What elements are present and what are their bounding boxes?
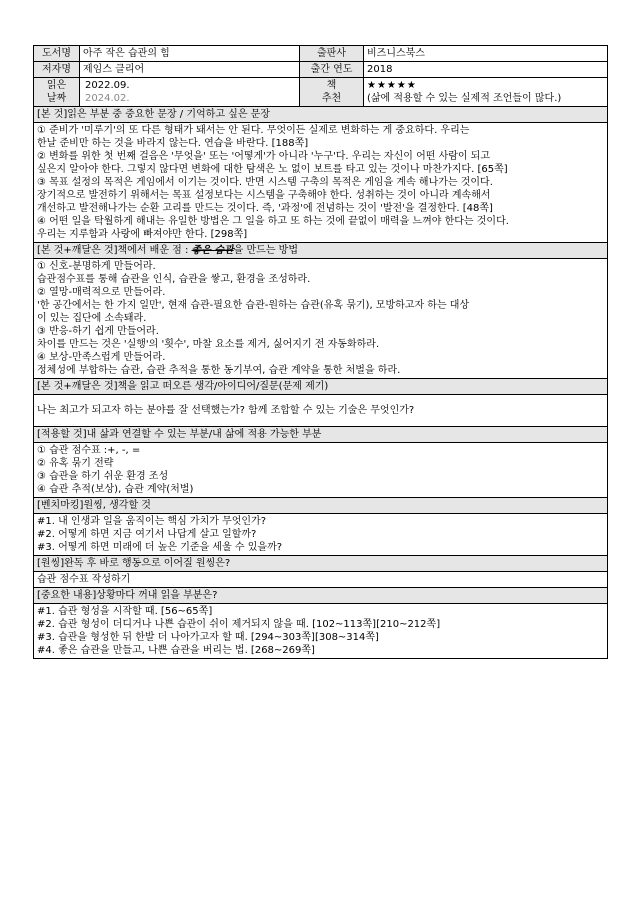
reread-line: #4. 좋은 습관을 만들고, 나쁜 습관을 버리는 법. [268~269쪽] [37, 645, 315, 656]
question-body [34, 395, 608, 427]
reread-body [34, 604, 608, 659]
author-value: 제임스 클리어 [80, 62, 300, 78]
benchmark-line: #2. 어떻게 하면 지금 여기서 나답게 살고 일할까? [37, 529, 257, 540]
quote-line: 한날 준비만 하는 것을 바라지 않는다. 연습을 바란다. [188쪽] [37, 138, 309, 149]
apply-line: ③ 습관을 하기 쉬운 환경 조성 [37, 471, 169, 482]
recommend-value [364, 78, 608, 107]
publisher-value: 비즈니스북스 [364, 46, 608, 62]
learned-line: ② 열망-매력적으로 만들어라. [37, 287, 166, 298]
title-label: 도서명 [34, 46, 80, 62]
learned-line: ④ 보상-만족스럽게 만들어라. [37, 352, 166, 363]
read-date-label-1: 읽은 [46, 80, 67, 91]
reread-line: #2. 습관 형성이 더디거나 나쁜 습관이 쉬이 제거되지 않을 때. [102~113쪽][210~212쪽] [37, 619, 441, 630]
apply-line: ② 유혹 묶기 전략 [37, 458, 114, 469]
learned-line: 습관점수표를 통해 습관을 인식, 습관을 쌓고, 환경을 조성하라. [37, 274, 311, 285]
read-date-value [80, 78, 300, 107]
reading-note-sheet [33, 45, 608, 659]
learned-body [34, 259, 608, 379]
quote-line: 우리는 지루함과 사랑에 빠져야만 한다. [298쪽] [37, 229, 248, 240]
apply-line: ④ 습관 추적(보상), 습관 계약(처벌) [37, 484, 194, 495]
read-date-2: 2024.02. [85, 93, 130, 104]
read-date-label [34, 78, 80, 107]
recommend-label [300, 78, 364, 107]
recommend-comment: (삶에 적용할 수 있는 실제적 조언들이 많다.) [367, 93, 562, 104]
learned-header-prefix: [본 것+깨달은 것]책에서 배운 점 : [37, 245, 192, 256]
read-date-label-2: 날짜 [46, 93, 67, 104]
quote-line: 개선하고 발전해나가는 순환 고리를 만드는 것이다. 즉, '과정'에 전념하는 것이 '발전'을 결정한다. [48쪽] [37, 203, 493, 214]
benchmark-line: #3. 어떻게 하면 미래에 더 높은 기준을 세울 수 있을까? [37, 542, 283, 553]
question-header: [본 것+깨달은 것]책을 읽고 떠오른 생각/아이디어/질문(문제 제기) [34, 379, 608, 395]
learned-header [34, 243, 608, 259]
learned-line: '한 공간에서는 한 가지 일만', 현재 습관-필요한 습관-원하는 습관(유혹 묶기), 모방하고자 하는 대상 [37, 300, 470, 311]
learned-line: 차이를 만드는 것은 '실행'의 '횟수', 마찰 요소를 제거, 싫어지기 전 자동화하라. [37, 339, 380, 350]
quote-line: 장기적으로 발전하기 위해서는 목표 설정보다는 시스템을 구축해야 한다. 성취하는 것이 아니라 계속해서 [37, 190, 491, 201]
learned-header-suffix: 을 만드는 방법 [233, 245, 298, 256]
quote-line: ③ 목표 설정의 목적은 게임에서 이기는 것이다. 반면 시스템 구축의 목적은 게임을 계속 해나가는 것이다. [37, 177, 493, 188]
title-value: 아주 작은 습관의 힘 [80, 46, 300, 62]
read-date-1: 2022.09. [85, 80, 130, 91]
apply-header: [적용할 것]내 삶과 연결할 수 있는 부분/내 삶에 적용 가능한 부분 [34, 427, 608, 443]
onething-body [34, 572, 608, 588]
onething-text: 습관 점수표 작성하기 [37, 574, 131, 585]
learned-line: ① 신호-분명하게 만들어라. [37, 261, 156, 272]
quote-line: ① 준비가 '미루기'의 또 다른 형태가 돼서는 안 된다. 무엇이든 실제로 변화하는 게 중요하다. 우리는 [37, 125, 470, 136]
reread-header: [중요한 내용]상황마다 꺼내 읽을 부분은? [34, 588, 608, 604]
reading-note-table [33, 45, 608, 659]
quotes-body [34, 123, 608, 243]
year-label: 출간 연도 [300, 62, 364, 78]
learned-line: 이 있는 집단에 소속돼라. [37, 313, 147, 324]
recommend-label-1: 책 [326, 80, 337, 91]
learned-header-emph: 좋은 습관 [191, 245, 234, 256]
author-label: 저자명 [34, 62, 80, 78]
reread-line: #3. 습관을 형성한 뒤 한발 더 나아가고자 할 때. [294~303쪽][308~314쪽] [37, 632, 379, 643]
benchmark-header: [벤치마킹]원씽, 생각할 것 [34, 498, 608, 514]
recommend-label-2: 추천 [321, 93, 342, 104]
rating-stars: ★★★★★ [367, 80, 417, 91]
quote-line: 싶은지 알아야 한다. 그렇지 않다면 변화에 대한 탐색은 노 없이 보트를 타고 있는 것이나 마찬가지다. [65쪽] [37, 164, 508, 175]
learned-line: ③ 반응-하기 쉽게 만들어라. [37, 326, 159, 337]
apply-line: ① 습관 점수표 :+, -, = [37, 445, 141, 456]
onething-header: [원씽]완독 후 바로 행동으로 이어질 원씽은? [34, 556, 608, 572]
learned-line: 정체성에 부합하는 습관, 습관 추적을 통한 동기부여, 습관 계약을 통한 처벌을 하라. [37, 365, 401, 376]
benchmark-line: #1. 내 인생과 일을 움직이는 핵심 가치가 무엇인가? [37, 516, 267, 527]
reread-line: #1. 습관 형성을 시작할 때. [56~65쪽] [37, 606, 213, 617]
apply-body [34, 443, 608, 498]
quotes-header: [본 것]읽은 부분 중 중요한 문장 / 기억하고 싶은 문장 [34, 107, 608, 123]
year-value: 2018 [364, 62, 608, 78]
question-text: 나는 최고가 되고자 하는 분야를 잘 선택했는가? 함께 조합할 수 있는 기술은 무엇인가? [37, 405, 415, 416]
quote-line: ② 변화를 위한 첫 번째 걸음은 '무엇을' 또는 '어떻게'가 아니라 '누구'다. 우리는 자신이 어떤 사람이 되고 [37, 151, 491, 162]
benchmark-body [34, 514, 608, 556]
publisher-label: 출판사 [300, 46, 364, 62]
quote-line: ④ 어떤 일을 탁월하게 해내는 유일한 방법은 그 일을 하고 또 하는 것에 끝없이 매력을 느껴야 한다는 것이다. [37, 216, 509, 227]
